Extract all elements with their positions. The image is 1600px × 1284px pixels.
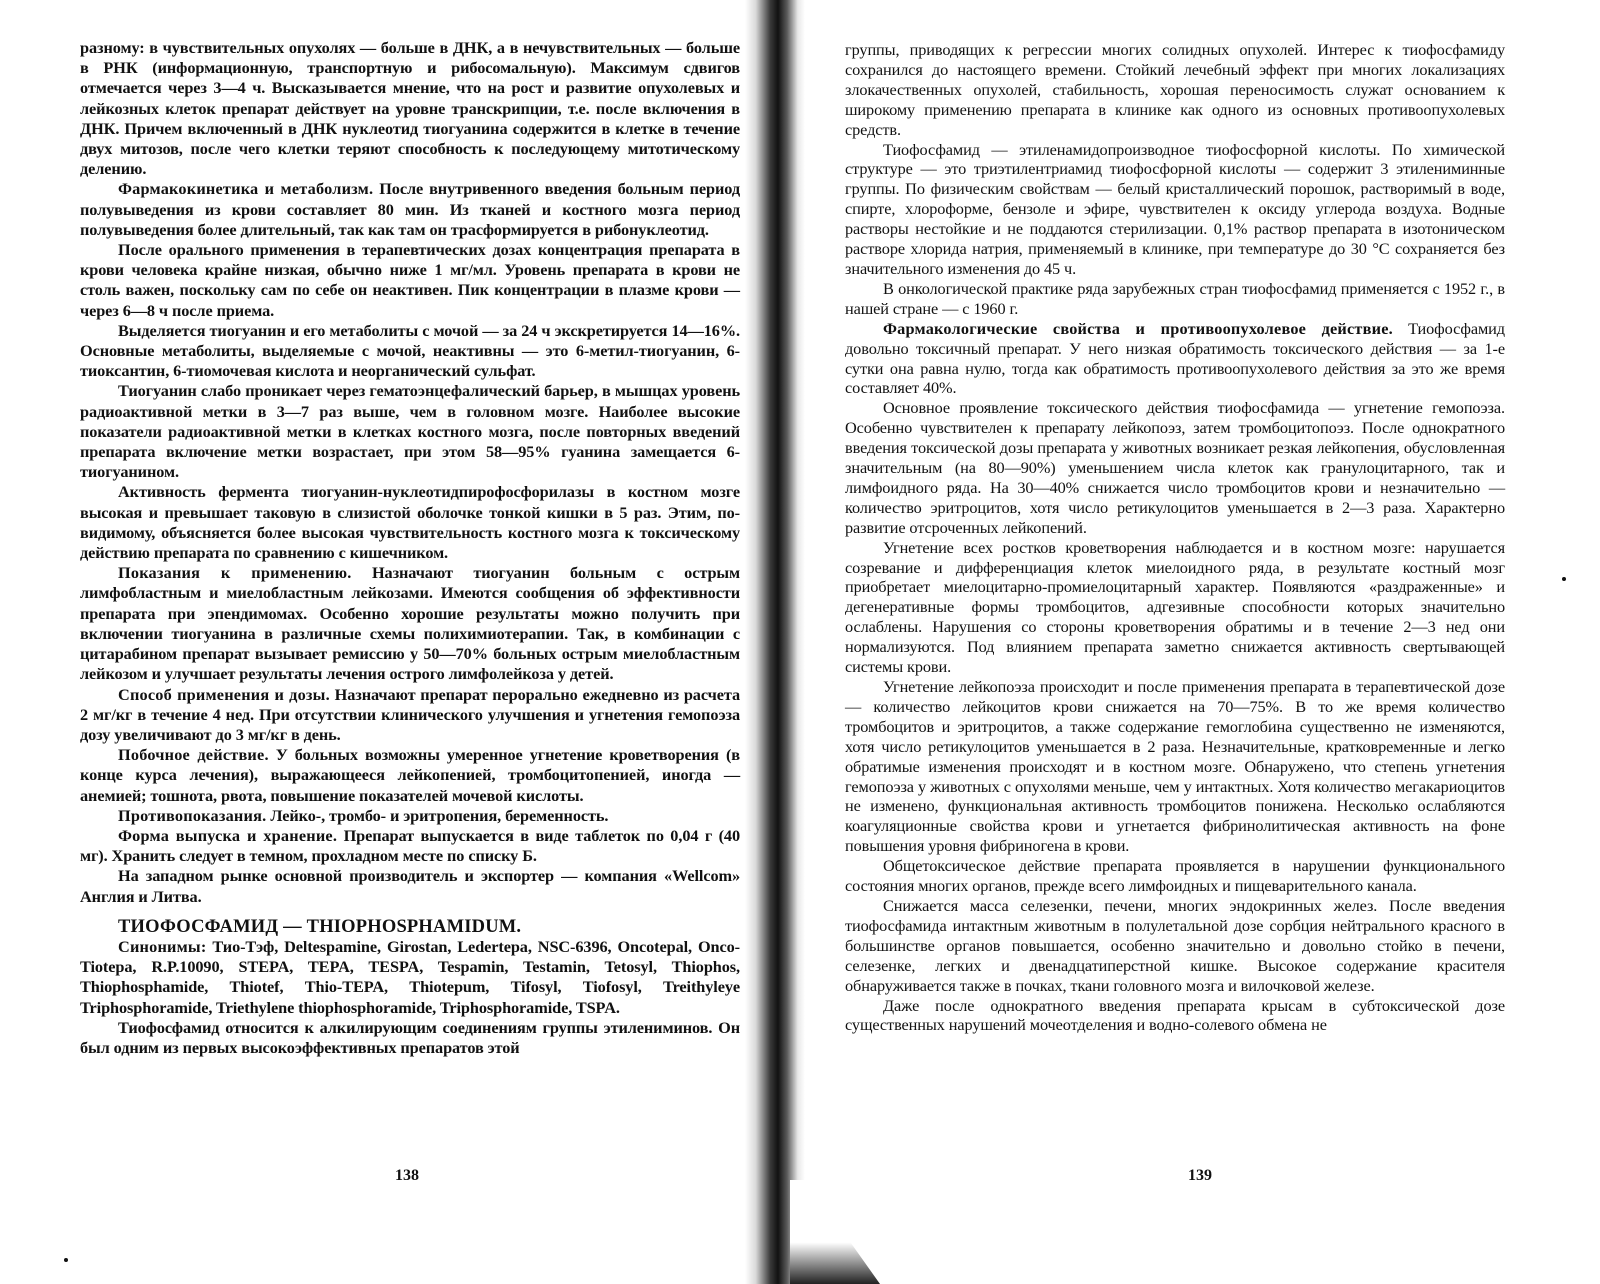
- section-lead: Показания к применению.: [118, 563, 352, 583]
- right-page-text: [845, 40, 1505, 1035]
- right-page: [800, 0, 1600, 1284]
- paragraph: Побочное действие. У больных возможны умеренное угнетение кроветворения (в конце курса лечения), выражающееся лейкопенией, тромбоцитопенией, иногда — анемией; тошнота, рвота, повышение показателей мочевой кислоты.: [80, 745, 740, 805]
- paragraph: Угнетение всех ростков кроветворения наблюдается и в костном мозге: нарушается созревание и дифференциация клеток миелоидного ряда, в результате костный мозг приобретает миелоцитарно-промиелоцитарный характер. Появляются «раздраженные» и дегенеративные формы тромбоцитов, адгезивные способности которых значительно ослаблены. Нарушения со стороны кроветворения обратимы и в течение 2—3 нед они нормализуются. Под влиянием препарата заметно снижается активность свертывающей системы крови.: [845, 537, 1505, 677]
- section-lead: Фармакологические свойства и противоопухолевое действие.: [883, 318, 1393, 338]
- paragraph: После орального применения в терапевтических дозах концентрация препарата в крови человека крайне низкая, обычно ниже 1 мг/мл. Уровень препарата в крови не столь важен, поскольку сам по себе он неактивен. Пик концентрации в плазме крови — через 6—8 ч после приема.: [80, 240, 740, 320]
- paragraph: Форма выпуска и хранение. Препарат выпускается в виде таблеток по 0,04 г (40 мг). Хранить следует в темном, прохладном месте по списку Б.: [80, 825, 741, 866]
- paragraph: разному: в чувствительных опухолях — больше в ДНК, а в нечувствительных — больше в РНК (информационную, транспортную и рибосомальную). Максимум сдвигов отмечается через 3—4 ч. Высказывается мнение, что на рост и развитие опухолевых и лейкозных клеток препарат действует на уровне транскрипции, т.е. после включения в ДНК. Причем включенный в ДНК нуклеотид тиогуанина содержится в клетке в течение двух митозов, после чего клетки теряют способность к последующему митотическому делению.: [80, 38, 740, 179]
- paragraph: Противопоказания. Лейко-, тромбо- и эритропения, беременность.: [118, 805, 609, 825]
- section-lead: Противопоказания.: [118, 805, 267, 825]
- paragraph: Активность фермента тиогуанин-нуклеотидпирофосфорилазы в костном мозге высокая и превышает таковую в слизистой оболочке тонкой кишки в 5 раз. Этим, по-видимому, объясняется более высокая чувствительность костного мозга к токсическому действию препарата по сравнению с кишечником.: [80, 482, 740, 563]
- paragraph: В онкологической практике ряда зарубежных стран тиофосфамид применяется с 1952 г., в нашей стране — с 1960 г.: [845, 278, 1505, 318]
- scan-speck: [64, 1258, 68, 1262]
- paragraph: Общетоксическое действие препарата проявляется в нарушении функционального состояния многих органов, прежде всего лимфоидных и пищеварительного канала.: [845, 856, 1505, 896]
- paragraph: Способ применения и дозы. Назначают препарат перорально ежедневно из расчета 2 мг/кг в течение 4 нед. При отсутствии клинического улучшения и угнетения гемопоэза дозу увеличивают до 3 мг/кг в день.: [80, 684, 740, 744]
- paragraph: Фармакологические свойства и противоопухолевое действие. Тиофосфамид довольно токсичный препарат. У него низкая обратимость токсического действия — за 1-е сутки она равна нулю, тогда как обратимость противоопухолевого действия за это же время составляет 40%.: [845, 318, 1505, 398]
- section-lead: Форма выпуска и хранение.: [118, 825, 338, 845]
- section-lead: Побочное действие.: [118, 745, 269, 765]
- paragraph: Снижается масса селезенки, печени, многих эндокринных желез. После введения тиофосфамида интактным животным в полулетальной дозе сорбция нейтрального красного в большинстве органов повышается, особенно значительно и довольно стойко в печени, селезенке, легких и двенадцатиперстной кишке. Высокое содержание красителя обнаруживается также в почках, ткани головного мозга и вилочковой железе.: [845, 895, 1505, 995]
- page-number: 138: [395, 1167, 419, 1184]
- paragraph: Выделяется тиогуанин и его метаболиты с мочой — за 24 ч экскретируется 14—16%. Основные метаболиты, выделяемые с мочой, неактивны — это 6-метил-тиогуанин, 6-тиоксантин, 6-тиомочевая кислота и неорганический сульфат.: [80, 320, 740, 381]
- book-gutter-shadow: [745, 0, 805, 1284]
- paragraph: Фармакокинетика и метаболизм. После внутривенного введения больным период полувыведения из крови составляет 80 мин. Из тканей и костного мозга период полувыведения более длительный, так как там он трасформируется в рибонуклеотид.: [80, 179, 740, 239]
- paragraph: Тиофосфамид относится к алкилирующим соединениям группы этилениминов. Он был одним из первых высокоэффективных препаратов этой: [80, 1017, 740, 1057]
- paragraph: Тиогуанин слабо проникает через гематоэнцефалический барьер, в мышцах уровень радиоактивной метки в 3—7 раз выше, чем в головном мозге. Наиболее высокие показатели радиоактивной метки в клетках костного мозга, после повторных введений препарата включение метки возрастает, при этом 58—95% гуанина замещается 6-тиогуанином.: [80, 381, 740, 482]
- left-page-text: [80, 38, 740, 1058]
- paragraph: Синонимы: Тио-Тэф, Deltespamine, Girostan, Ledertepa, NSC-6396, Oncotepal, Onco-Tiotepa, R.P.10090, STEPA, TEPA, TESPA, Tespamin, Testamin, Tetosyl, Thiophos, Thiophosphamide, Thiotef, Thio-TEPA, Thiotepum, Tifosyl, Tiofosyl, Treithyleye Triphosphoramide, Triethylene thiophosphoramide, Triphosphoramide, TSPA.: [80, 936, 740, 1017]
- section-lead: Фармакокинетика и метаболизм.: [118, 179, 374, 199]
- section-lead: Способ применения и дозы.: [118, 684, 330, 704]
- page-number: 139: [1188, 1167, 1212, 1184]
- left-page: [0, 0, 775, 1284]
- paragraph: На западном рынке основной производитель и экспортер — компания «Wellcom» Англия и Литва.: [80, 866, 740, 906]
- paragraph: Показания к применению. Назначают тиогуанин больным с острым лимфобластным и миелобластным лейкозами. Имеются сообщения об эффективности препарата при эпендимомах. Особенно хорошие результаты можно получить при включении тиогуанина в различные схемы полихимиотерапии. Так, в комбинации с цитарабином препарат вызывает ремиссию у 50—70% больных острым миелобластным лейкозом и улучшает результаты лечения острого лимфолейкоза у детей.: [80, 563, 741, 684]
- paragraph: Угнетение лейкопоэза происходит и после применения препарата в терапевтической дозе — количество лейкоцитов крови снижается на 70—75%. В то же время количество тромбоцитов и эритроцитов, а также содержание гемоглобина существенно не изменяются, хотя число ретикулоцитов уменьшается в 2 раза. Незначительные, кратковременные и легко обратимые изменения происходят и в костном мозге. Обнаружено, что степень угнетения гемопоэза у животных с опухолями меньше, чем у интактных. Хотя количество мегакариоцитов не изменено, функциональная активность тромбоцитов понижена. Несколько ослабляются коагуляционные свойства крови и угнетается фибринолитическая активность на фоне повышения уровня фибриногена в крови.: [845, 677, 1505, 856]
- scan-speck: [1562, 577, 1566, 581]
- paragraph: Даже после однократного введения препарата крысам в субтоксической дозе существенных нарушений мочеотделения и водно-солевого обмена не: [845, 995, 1505, 1035]
- section-lead: Синонимы:: [118, 936, 207, 956]
- paragraph: группы, приводящих к регрессии многих солидных опухолей. Интерес к тиофосфамиду сохранился до настоящего времени. Стойкий лечебный эффект при многих локализациях злокачественных опухолей, стабильность, хорошая переносимость служат основанием к широкому применению препарата в клинике как одного из основных противоопухолевых средств.: [845, 40, 1505, 139]
- paragraph: Тиофосфамид — этиленамидопроизводное тиофосфорной кислоты. По химической структуре — это триэтилентриамид тиофосфорной кислоты — содержит 3 этилениминные группы. По физическим свойствам — белый кристаллический порошок, растворимый в воде, спирте, хлороформе, бензоле и эфире, чувствителен к оксиду углерода воздуха. Водные растворы нестойкие и не поддаются стерилизации. 0,1% раствор препарата в изотоническом растворе хлорида натрия, применяемый в клинике, при температуре до 30 °С сохраняется без значительного изменения до 45 ч.: [845, 139, 1505, 278]
- drug-heading: ТИОФОСФАМИД — THIOPHOSPHAMIDUM.: [118, 916, 522, 937]
- paragraph: Основное проявление токсического действия тиофосфамида — угнетение гемопоэза. Особенно чувствителен к препарату лейкопоэз, затем тромбоцитопоэз. После однократного введения токсической дозы препарата у животных возникает резкая лейкопения, обусловленная значительным (на 80—90%) уменьшением числа клеток как гранулоцитарного, так и лимфоидного ряда. На 30—40% снижается число тромбоцитов крови и незначительно — количество эритроцитов, хотя число ретикулоцитов уменьшается в 2—3 раза. Характерно развитие отсроченных лейкопений.: [845, 398, 1505, 537]
